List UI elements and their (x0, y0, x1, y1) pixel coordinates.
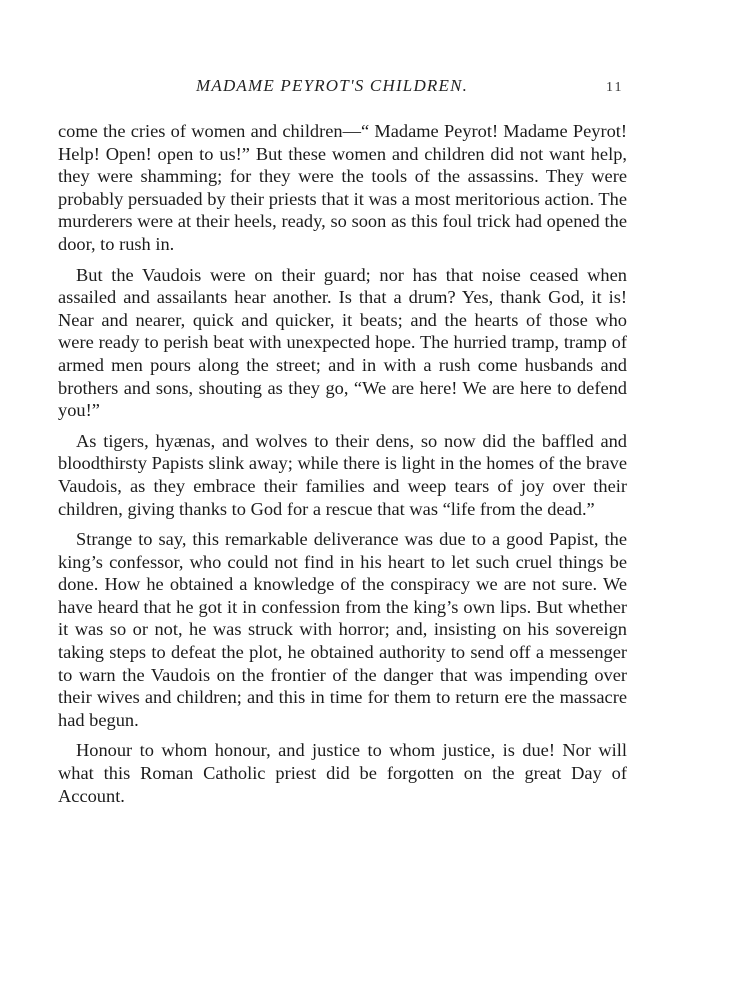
paragraph-3: As tigers, hyænas, and wolves to their dens, so now did the baffled and bloodthirsty Papists slink away; while there is light in the homes of the brave Vaudois, as they embrace their families and weep tears of joy over their children, giving thanks to God for a rescue that was “life from the dead.” (58, 430, 627, 519)
body-text (58, 120, 627, 815)
paragraph-2: But the Vaudois were on their guard; nor has that noise ceased when assailed and assailants hear another. Is that a drum? Yes, thank God, it is! Near and nearer, quick and quicker, it beats; and the hearts of those who were ready to perish beat with unexpected hope. The hurried tramp, tramp of armed men pours along the street; and in with a rush come husbands and brothers and sons, shouting as they go, “We are here! We are here to defend you!” (58, 264, 627, 421)
running-head-title: MADAME PEYROT'S CHILDREN. (196, 76, 469, 95)
paragraph-5: Honour to whom honour, and justice to whom justice, is due! Nor will what this Roman Catholic priest did be forgotten on the great Day of Account. (58, 740, 627, 806)
page-number: 11 (606, 80, 624, 95)
paragraph-4: Strange to say, this remarkable deliverance was due to a good Papist, the king’s confessor, who could not find in his heart to let such cruel things be done. How he obtained a knowledge of the conspiracy we are not sure. We have heard that he got it in confession from the king’s own lips. But whether it was so or not, he was struck with horror; and, insisting on his sovereign taking steps to defeat the plot, he obtained authority to send off a messenger to warn the Vaudois on the frontier of the danger that was impending over their wives and children; and this in time for them to return ere the massacre had begun. (58, 529, 627, 730)
paragraph-1: come the cries of women and children—“ Madame Peyrot! Madame Peyrot! Help! Open! open to us!” But these women and children did not want help, they were shamming; for they were the tools of the assassins. They were probably persuaded by their priests that it was a most meritorious action. The murderers were at their heels, ready, so soon as this foul trick had opened the door, to rush in. (58, 121, 627, 254)
